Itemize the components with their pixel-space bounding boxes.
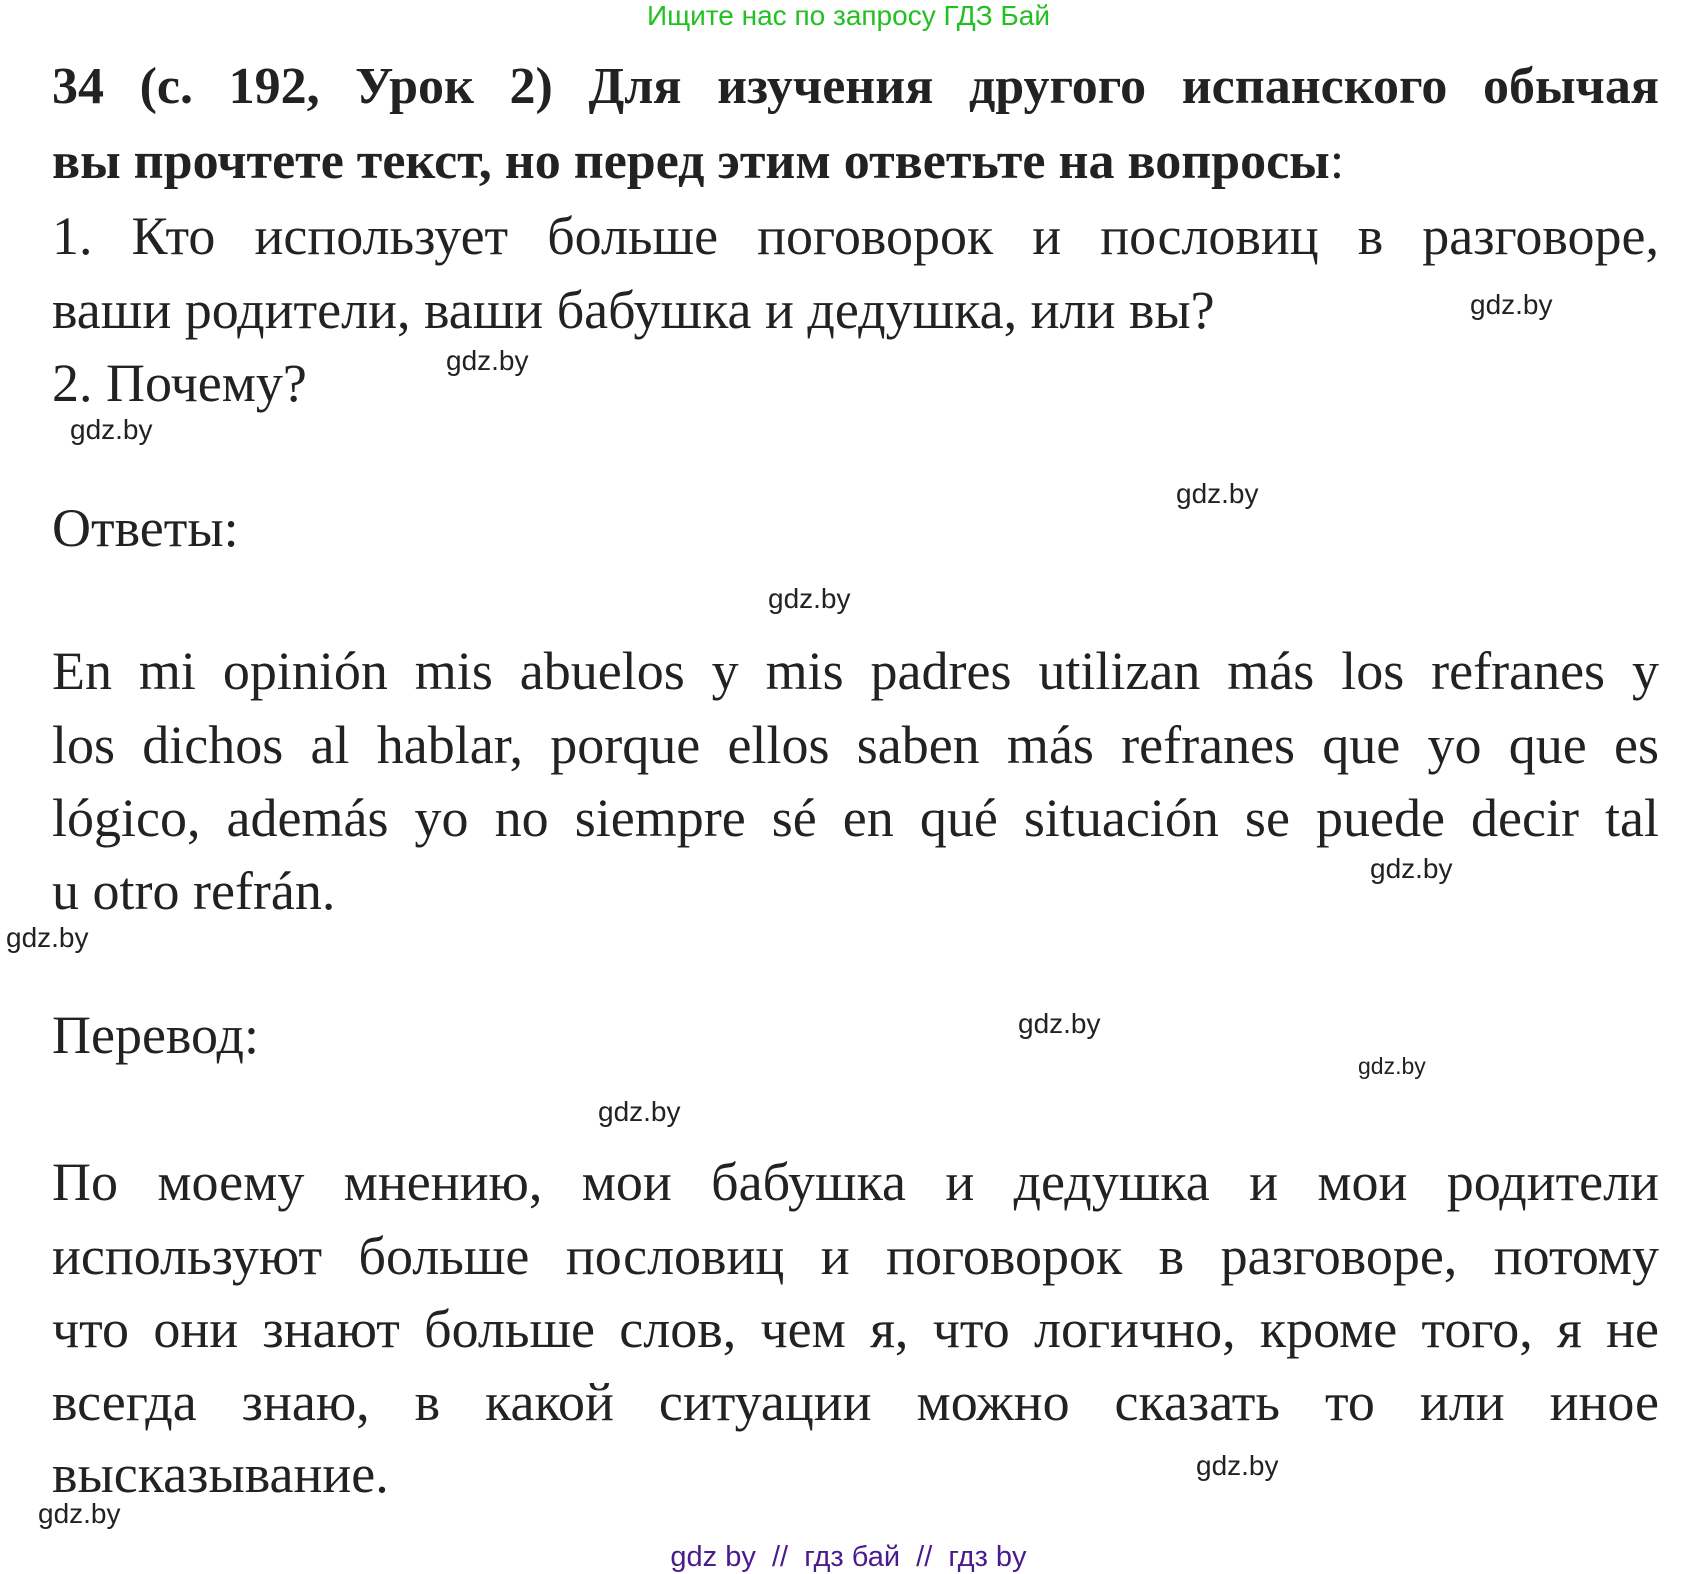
footer-watermark: gdz by // гдз бай // гдз by: [670, 1541, 1027, 1573]
answer-line: En mi opinión mis abuelos y mis padres utilizan más los refranes y: [52, 641, 1659, 701]
watermark: gdz.by: [1470, 289, 1553, 320]
watermark: gdz.by: [446, 345, 529, 376]
answer-line: u otro refrán.: [52, 861, 336, 921]
watermark: gdz.by: [1176, 478, 1259, 509]
watermark: gdz.by: [1018, 1008, 1101, 1039]
question-line-2: ваши родители, ваши бабушка и дедушка, или вы?: [52, 280, 1215, 340]
translation-line: что они знают больше слов, чем я, что логично, кроме того, я не: [52, 1299, 1659, 1359]
watermark: gdz.by: [598, 1096, 681, 1127]
watermark: gdz.by: [768, 583, 851, 614]
answers-heading: Ответы:: [52, 498, 239, 558]
translation-line: По моему мнению, мои бабушка и дедушка и мои родители: [52, 1152, 1659, 1212]
task-title-colon: :: [1329, 133, 1345, 190]
answer-line: lógico, además yo no siempre sé en qué situación se puede decir tal: [52, 788, 1659, 848]
answer-line: los dichos al hablar, porque ellos saben más refranes que yo que es: [52, 715, 1659, 775]
watermark: gdz.by: [1370, 853, 1453, 884]
translation-line: всегда знаю, в какой ситуации можно сказать то или иное: [52, 1372, 1659, 1432]
translation-heading: Перевод:: [52, 1005, 259, 1065]
search-hint-banner: Ищите нас по запросу ГДЗ Бай: [646, 0, 1051, 31]
translation-line: используют больше пословиц и поговорок в разговоре, потому: [52, 1226, 1659, 1286]
question-line-1: 1. Кто использует больше поговорок и пословиц в разговоре,: [52, 206, 1659, 266]
task-title-line-1: 34 (с. 192, Урок 2) Для изучения другого испанского обычая: [52, 58, 1659, 115]
watermark: gdz.by: [1358, 1053, 1426, 1079]
task-title-text: вы прочтете текст, но перед этим ответьте на вопросы: [52, 133, 1330, 190]
watermark: gdz.by: [38, 1498, 121, 1529]
watermark: gdz.by: [1196, 1450, 1279, 1481]
watermark: gdz.by: [70, 414, 153, 445]
task-title-line-2: [52, 132, 1659, 192]
watermark: gdz.by: [6, 922, 89, 953]
translation-line: высказывание.: [52, 1444, 389, 1504]
question-line-3: 2. Почему?: [52, 353, 307, 413]
